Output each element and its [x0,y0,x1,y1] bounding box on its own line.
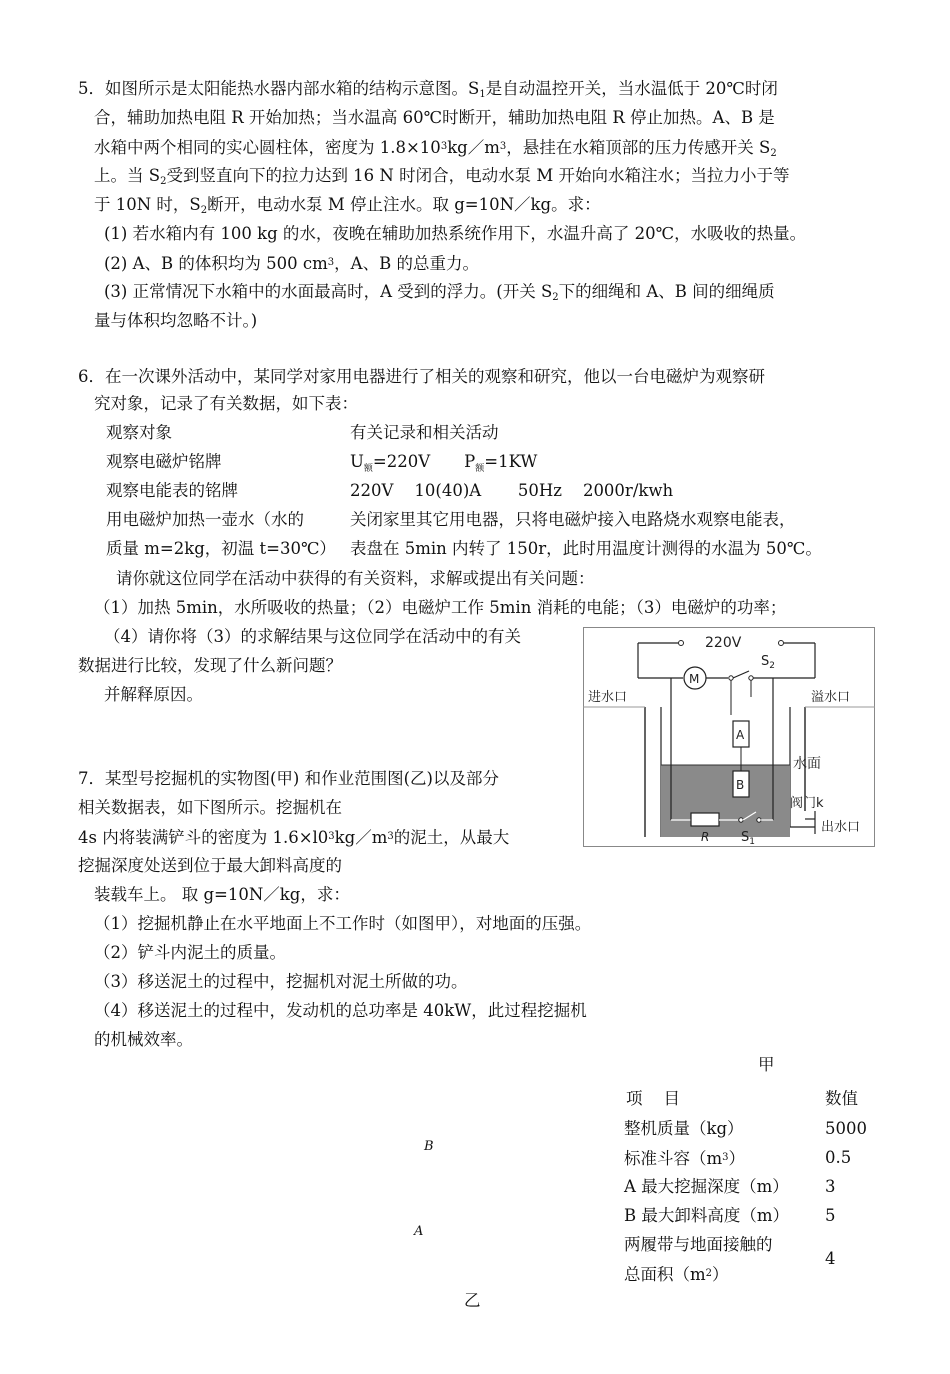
q6-line-1: 6．在一次课外活动中，某同学对家用电器进行了相关的观察和研究，他以一台电磁炉为观察研 [78,367,765,386]
water-surface-label: 水面 [793,756,821,772]
excavator-table-r2c1: 标准斗容$(m^3)$ [624,1149,746,1168]
cylinder-b-label: B [736,778,745,792]
q7-line-8: （3）移送泥土的过程中，挖掘机对泥土所做的功。 [94,972,468,991]
q6-table-r1c2: $U_额=220V$ $P_额=1KW$ [350,452,538,474]
cylinder-a-label: A [736,728,745,742]
q6-table-r2c1: 观察电能表的铭牌 [106,481,238,500]
figure-yi-caption: 乙 [464,1291,481,1310]
q6-line-2: 究对象，记录了有关数据，如下表： [94,394,358,413]
q7-line-9: （4）移送泥土的过程中，发动机的总功率是 40kW，此过程挖掘机 [94,1001,587,1020]
excavator-table-r1c1: 整机质量（kg） [624,1119,744,1138]
q6-line-6: 数据进行比较，发现了什么新问题？ [78,656,342,675]
q6-table-r1c1: 观察电磁炉铭牌 [106,452,222,471]
excavator-table-header-item: 项 目 [626,1089,680,1108]
figure-jia-caption: 甲 [758,1055,775,1074]
q6-line-5: （4）请你将（3）的求解结果与这位同学在活动中的有关 [104,627,521,646]
q6-line-4: （1）加热 5min，水所吸收的热量；（2）电磁炉工作 5min 消耗的电能；（3）电磁炉的功率； [94,598,787,617]
q6-table-r2c2: 220V 10(40)A 50Hz 2000r/kwh [350,481,674,500]
q5-line-4: 上。当 $S_2$受到竖直向下的拉力达到 16 N 时闭合，电动水泵 M 开始向水箱注水；当拉力小于等 [94,166,790,187]
q7-line-3: 4s 内将装满铲斗的密度为 $1.6\times l0^3kg/m^3$的泥土，从最大 [78,828,510,847]
q7-line-5: 装载车上。 取 g=10N／kg，求： [94,885,350,904]
resistor-label: R [701,830,710,844]
q5-line-6: (1) 若水箱内有 100 kg 的水，夜晚在辅助加热系统作用下，水温升高了 20℃，水吸收的热量。 [104,224,807,243]
s2-label: $S_2$ [761,654,775,671]
voltage-label: 220V [705,635,742,651]
q5-line-8: (3) 正常情况下水箱中的水面最高时，A 受到的浮力。(开关 $S_2$下的细绳和 A、B 间的细绳质 [104,282,775,303]
excavator-table-r5c1b: 总面积$(m^2)$ [624,1265,729,1284]
excavator-table-r5c2: 4 [825,1249,836,1268]
motor-label: M [689,672,700,686]
q6-table-header-1: 观察对象 [106,423,172,442]
excavator-table-r1c2: 5000 [825,1119,867,1138]
inlet-label: 进水口 [588,690,628,705]
valve-label: 阀门k [790,796,824,811]
q5-line-3: 水箱中两个相同的实心圆柱体，密度为 $1.8\times 10^3kg/m^3$，悬挂在水箱顶部的压力传感开关 $S_2$ [94,138,777,159]
water-body [661,765,790,837]
q7-line-7: （2）铲斗内泥土的质量。 [94,943,286,962]
q6-table-r3c2b: 表盘在 5min 内转了 150r，此时用温度计测得的水温为 50℃。 [350,539,822,558]
q7-line-6: （1）挖掘机静止在水平地面上不工作时（如图甲），对地面的压强。 [94,914,592,933]
q5-line-5: 于 10N 时，$S_2$断开，电动水泵 M 停止注水。取 g=10N／kg。求： [94,195,601,216]
q5-line-7: (2) A、B 的体积均为 500 $cm^3$，A、B 的总重力。 [104,254,479,273]
q6-line-3: 请你就这位同学在活动中获得的有关资料，求解或提出有关问题： [116,569,595,588]
q6-table-r3c1b: 质量 m=2kg，初温 t=30℃） [106,539,336,558]
excavator-table-r3c2: 3 [825,1177,836,1196]
q7-line-10: 的机械效率。 [94,1030,193,1049]
excavator-table-r4c2: 5 [825,1206,836,1225]
q7-line-4: 挖掘深度处送到位于最大卸料高度的 [78,856,342,875]
q6-table-r3c1a: 用电磁炉加热一壶水（水的 [106,510,304,529]
figure-label-a: A [414,1224,424,1239]
water-tank-diagram [583,627,875,847]
heater-resistor [691,813,719,826]
excavator-table-r2c2: 0.5 [825,1148,852,1167]
q5-line-2: 合，辅助加热电阻 R 开始加热；当水温高 60℃时断开，辅助加热电阻 R 停止加热。A、B 是 [94,108,775,127]
q5-line-1: 5．如图所示是太阳能热水器内部水箱的结构示意图。$S_1$是自动温控开关，当水温低于 20℃时闭 [78,79,778,100]
excavator-table-header-value: 数值 [825,1089,858,1108]
s1-label: $S_1$ [741,830,755,847]
q5-line-9: 量与体积均忽略不计。) [94,311,258,330]
excavator-table-r5c1a: 两履带与地面接触的 [624,1235,773,1254]
q7-line-1: 7．某型号挖掘机的实物图(甲) 和作业范围图(乙)以及部分 [78,769,499,788]
q6-table-header-2: 有关记录和相关活动 [350,423,499,442]
excavator-table-r4c1: B 最大卸料高度（m） [624,1206,790,1225]
overflow-label: 溢水口 [811,690,851,705]
q6-line-7: 并解释原因。 [104,685,203,704]
excavator-table-r3c1: A 最大挖掘深度（m） [624,1177,789,1196]
outlet-label: 出水口 [821,820,861,835]
figure-label-b: B [424,1139,434,1154]
q7-line-2: 相关数据表，如下图所示。挖掘机在 [78,798,342,817]
q6-table-r3c2a: 关闭家里其它用电器，只将电磁炉接入电路烧水观察电能表， [350,510,796,529]
